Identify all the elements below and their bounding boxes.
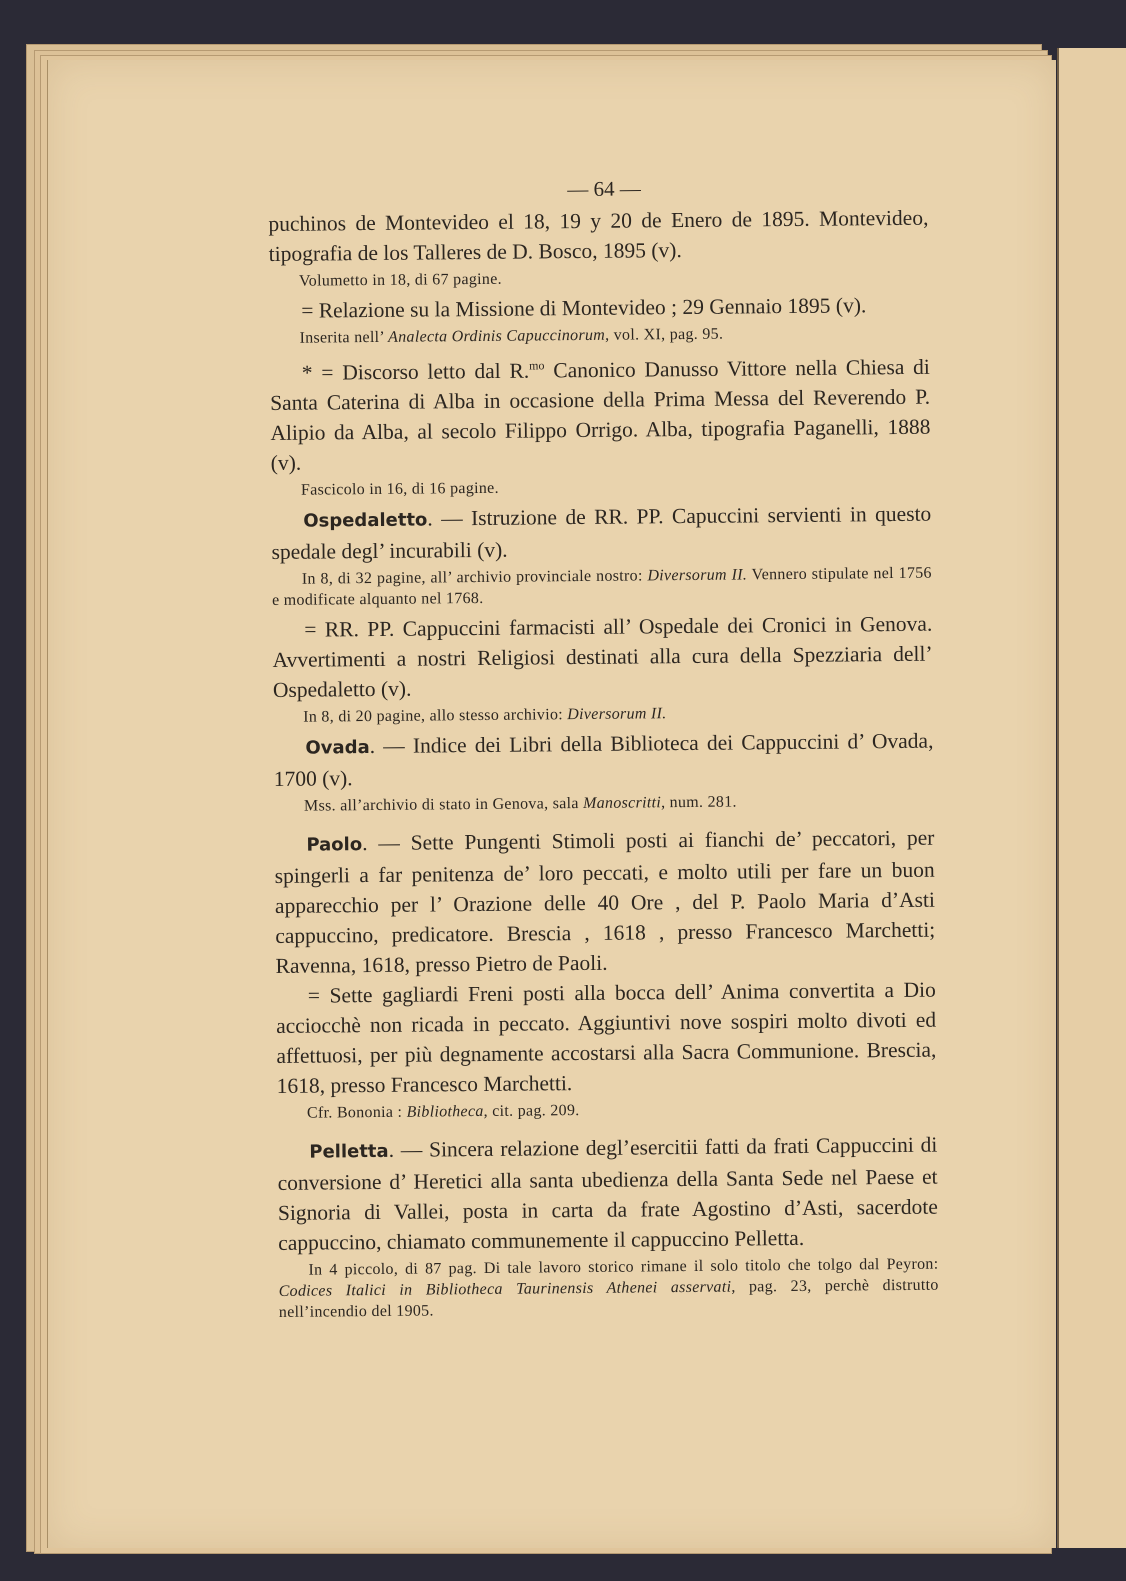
entry-heading: Pelletta	[309, 1141, 389, 1163]
text-run: In 4 piccolo, di 87 pag. Di tale lavoro storico rimane il solo titolo che tolgo dal Peyron:	[308, 1255, 939, 1279]
italic-title: Bibliotheca	[406, 1103, 484, 1121]
body-paragraph	[268, 203, 929, 269]
body-paragraph	[271, 499, 932, 567]
body-paragraph	[272, 609, 933, 705]
body-paragraph	[273, 726, 934, 794]
body-paragraph	[269, 290, 929, 326]
italic-title: Manoscritti	[582, 794, 662, 813]
text-run: In 8, di 20 pagine, allo stesso archivio:	[303, 706, 568, 726]
text-run: . — Indice dei Libri della Biblioteca dei Cappuccini d’ Ovada, 1700 (v).	[273, 728, 934, 792]
text-run: = Relazione su la Missione di Montevideo ; 29 Gennaio 1895 (v).	[301, 293, 867, 323]
text-run: = RR. PP. Cappuccini farmacisti all’ Ospedale dei Cronici in Genova. Avvertimenti a nostri Religiosi destinati alla cura della Spezziaria dell’ Ospedaletto (v).	[272, 611, 933, 703]
text-run: Inserita nell’	[299, 328, 389, 347]
body-paragraph	[274, 823, 935, 981]
facing-page-edge	[1057, 48, 1126, 1548]
page-content	[268, 174, 939, 1327]
page-number: — 64 —	[567, 176, 641, 202]
text-run: Cfr. Bononia :	[306, 1103, 407, 1122]
text-run: . — Istruzione de RR. PP. Capuccini servienti in questo spedale degl’ incurabili (v).	[271, 501, 932, 565]
italic-title: Diversorum II.	[567, 705, 667, 724]
text-run: , num. 281.	[660, 793, 737, 812]
text-run: , vol. XI, pag. 95.	[605, 325, 724, 344]
body-paragraph	[277, 1130, 938, 1258]
text-run: puchinos de Montevideo el 18, 19 y 20 de Enero de 1895. Montevideo, tipografia de los Talleres de D. Bosco, 1895 (v).	[268, 205, 929, 266]
italic-title: Diversorum II.	[647, 566, 748, 585]
footnote-paragraph	[277, 1097, 937, 1124]
book-page	[47, 60, 1056, 1548]
text-run: mo	[529, 358, 545, 373]
text-blocks	[268, 203, 939, 1323]
text-run: Fascicolo in 16, di 16 pagine.	[300, 479, 499, 499]
text-run: * = Discorso letto dal R.	[301, 358, 530, 385]
italic-title: Codices Italici in Bibliotheca Taurinensis Athenei asservati	[278, 1278, 732, 1301]
footnote-paragraph	[273, 701, 933, 728]
footnote-paragraph	[271, 474, 931, 501]
entry-heading: Ovada	[305, 737, 370, 759]
entry-heading: Ospedaletto	[303, 509, 428, 532]
footnote-paragraph	[272, 563, 932, 611]
text-run: , pag. 23, perchè distrutto nell’incendio del 1905.	[278, 1276, 939, 1322]
body-paragraph	[270, 347, 931, 478]
footnote-paragraph	[269, 322, 929, 349]
footnote-paragraph	[274, 790, 934, 817]
text-run: Volumetto in 18, di 67 pagine.	[298, 270, 502, 290]
text-run: , cit. pag. 209.	[483, 1102, 580, 1121]
text-run: Vennero stipulate nel 1756 e modificate alquanto nel 1768.	[271, 564, 932, 610]
body-paragraph	[276, 975, 937, 1101]
footnote-paragraph	[269, 265, 929, 292]
text-run: . — Sincera relazione degl’esercitii fatti da frati Cappuccini di conversione d’ Heretici alla santa ubedienza della Santa Sede nel Paese et Signoria di Vallei, posta in carta da frate Agostino d’Asti, sacerdote cappuccino, chiamato communemente il cappuccino Pelletta.	[277, 1132, 939, 1256]
text-run: = Sette gagliardi Freni posti alla bocca dell’ Anima convertita a Dio acciocchè non ricada in peccato. Aggiuntivi nove sospiri molto divoti ed affettuosi, per più degnamente accostarsi alla Sacra Communione. Brescia, 1618, presso Francesco Marchetti.	[276, 977, 937, 1099]
text-run: In 8, di 32 pagine, all’ archivio provinciale nostro:	[301, 567, 648, 588]
entry-heading: Paolo	[306, 834, 363, 856]
text-run: . — Sette Pungenti Stimoli posti ai fianchi de’ peccatori, per spingerli a far penitenza de’ loro peccati, e molto utili per fare un buon apparecchio per l’ Orazione delle 40 Ore , del P. Paolo Maria d’Asti cappuccino, predicatore. Brescia , 1618 , presso Francesco Marchetti; Ravenna, 1618, presso Pietro de Paoli.	[274, 825, 936, 979]
italic-title: Analecta Ordinis Capuccinorum	[388, 326, 606, 346]
text-run: Mss. all’archivio di stato in Genova, sala	[303, 795, 584, 815]
text-run: Canonico Danusso Vittore nella Chiesa di Santa Caterina di Alba in occasione della Prima Messa del Reverendo P. Alipio da Alba, al secolo Filippo Orrigo. Alba, tipografia Paganelli, 1888 (v).	[270, 354, 931, 476]
footnote-paragraph	[278, 1254, 939, 1323]
